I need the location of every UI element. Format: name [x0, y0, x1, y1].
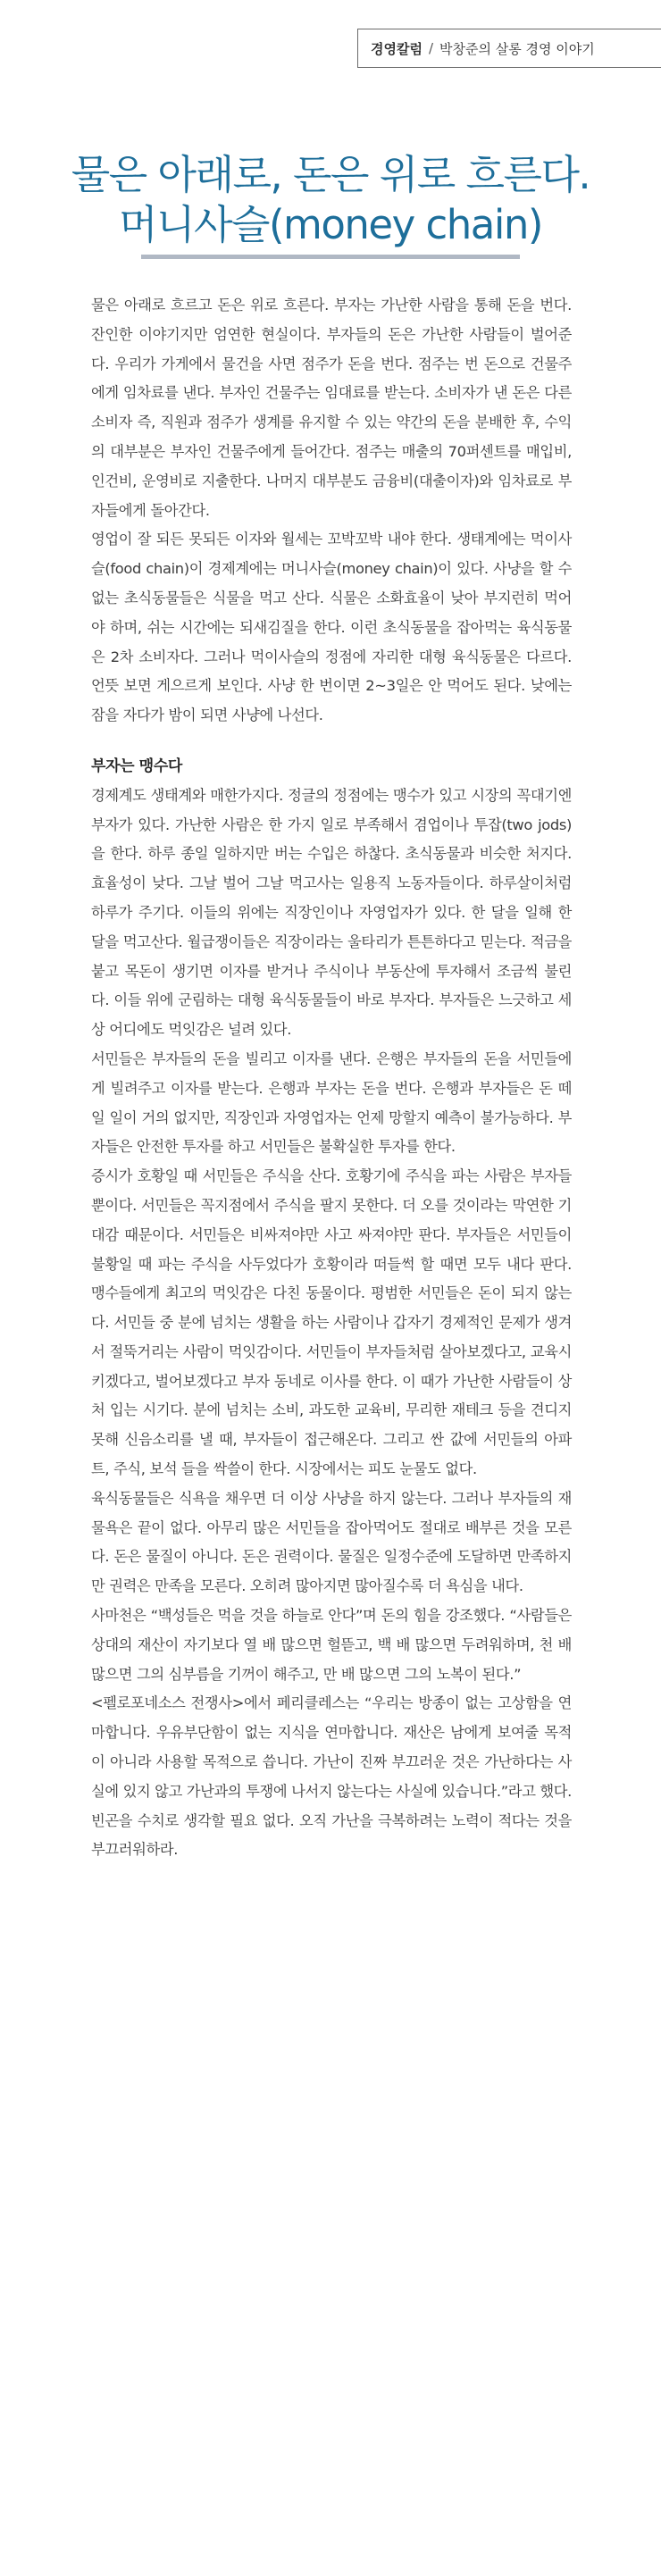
- paragraph: 경제계도 생태계와 매한가지다. 정글의 정점에는 맹수가 있고 시장의 꼭대기엔 부자가 있다. 가난한 사람은 한 가지 일로 부족해서 겸업이나 투잡(two jods)을 한다. 하루 종일 일하지만 버는 수입은 하찮다. 초식동물과 비슷한 처지다. 효율성이 낮다. 그날 벌어 그날 먹고사는 일용직 노동자들이다. 하루살이처럼 하루가 주기다. 이들의 위에는 직장인이나 자영업자가 있다. 한 달을 일해 한 달을 먹고산다. 월급쟁이들은 직장이라는 울타리가 튼튼하다고 믿는다. 적금을 붙고 목돈이 생기면 이자를 받거나 주식이나 부동산에 투자해서 조금씩 불린다. 이들 위에 군림하는 대형 육식동물들이 바로 부자다. 부자들은 느긋하고 세상 어디에도 먹잇감은 널려 있다.: [91, 786, 572, 1039]
- title-line-1: 물은 아래로, 돈은 위로 흐른다.: [71, 151, 590, 198]
- paragraph: <펠로포네소스 전쟁사>에서 페리클레스는 “우리는 방종이 없는 고상함을 연마합니다. 우유부단함이 없는 지식을 연마합니다. 재산은 남에게 보여줄 목적이 아니라 사용할 목적으로 씁니다. 가난이 진짜 부끄러운 것은 가난하다는 사실에 있지 않고 가난과의 투쟁에 나서지 않는다는 사실에 있습니다.”라고 했다. 빈곤을 수치로 생각할 필요 없다. 오직 가난을 극복하려는 노력이 적다는 것을 부끄러워하라.: [91, 1694, 572, 1859]
- column-header: [357, 29, 661, 68]
- paragraph: 증시가 호황일 때 서민들은 주식을 산다. 호황기에 주식을 파는 사람은 부자들뿐이다. 서민들은 꼭지점에서 주식을 팔지 못한다. 더 오를 것이라는 막연한 기대감 때문이다. 서민들은 비싸져야만 사고 싸져야만 판다. 부자들은 서민들이 불황일 때 파는 주식을 사두었다가 호황이라 떠들썩 할 때면 모두 내다 판다. 맹수들에게 최고의 먹잇감은 다친 동물이다. 평범한 서민들은 돈이 되지 않는다. 서민들 중 분에 넘치는 생활을 하는 사람이나 갑자기 경제적인 문제가 생겨서 절뚝거리는 사람이 먹잇감이다. 서민들이 부자들처럼 살아보겠다고, 교육시키겠다고, 벌어보겠다고 부자 동네로 이사를 한다. 이 때가 가난한 사람들이 상처 입는 시기다. 분에 넘치는 소비, 과도한 교육비, 무리한 재테크 등을 견디지 못해 신음소리를 낼 때, 부자들이 접근해온다. 그리고 싼 값에 서민들의 아파트, 주식, 보석 들을 싹쓸이 한다. 시장에서는 피도 눈물도 없다.: [91, 1167, 572, 1478]
- header-separator: /: [428, 40, 434, 56]
- title-line-2: 머니사슬(money chain): [119, 201, 542, 248]
- section-heading: 부자는 맹수다: [91, 757, 183, 775]
- title-underline: [141, 255, 520, 259]
- paragraph: 사마천은 “백성들은 먹을 것을 하늘로 안다”며 돈의 힘을 강조했다. “사람들은 상대의 재산이 자기보다 열 배 많으면 헐뜯고, 백 배 많으면 두려워하며, 천 배 많으면 그의 심부름을 기꺼이 해주고, 만 배 많으면 그의 노복이 된다.”: [91, 1607, 572, 1683]
- article-title: [0, 150, 661, 250]
- column-subtitle: 박창준의 살롱 경영 이야기: [439, 40, 595, 57]
- paragraph: 영업이 잘 되든 못되든 이자와 월세는 꼬박꼬박 내야 한다. 생태계에는 먹이사슬(food chain)이 경제계에는 머니사슬(money chain)이 있다. 사냥을 할 수 없는 초식동물들은 식물을 먹고 산다. 식물은 소화효율이 낮아 부지런히 먹어야 하며, 쉬는 시간에는 되새김질을 한다. 이런 초식동물을 잡아먹는 육식동물은 2차 소비자다. 그러나 먹이사슬의 정점에 자리한 대형 육식동물은 다르다. 언뜻 보면 게으르게 보인다. 사냥 한 번이면 2~3일은 안 먹어도 된다. 낮에는 잠을 자다가 밤이 되면 사냥에 나선다.: [91, 531, 572, 724]
- paragraph: 물은 아래로 흐르고 돈은 위로 흐른다. 부자는 가난한 사람을 통해 돈을 번다. 잔인한 이야기지만 엄연한 현실이다. 부자들의 돈은 가난한 사람들이 벌어준다. 우리가 가게에서 물건을 사면 점주가 돈을 번다. 점주는 번 돈으로 건물주에게 임차료를 낸다. 부자인 건물주는 임대료를 받는다. 소비자가 낸 돈은 다른 소비자 즉, 직원과 점주가 생계를 유지할 수 있는 약간의 돈을 분배한 후, 수익의 대부분은 부자인 건물주에게 들어간다. 점주는 매출의 70퍼센트를 매입비, 인건비, 운영비로 지출한다. 나머지 대부분도 금융비(대출이자)와 임차료로 부자들에게 돌아간다.: [91, 297, 572, 519]
- paragraph: 서민들은 부자들의 돈을 빌리고 이자를 낸다. 은행은 부자들의 돈을 서민들에게 빌려주고 이자를 받는다. 은행과 부자는 돈을 번다. 은행과 부자들은 돈 떼일 일이 거의 없지만, 직장인과 자영업자는 언제 망할지 예측이 불가능하다. 부자들은 안전한 투자를 하고 서민들은 불확실한 투자를 한다.: [91, 1050, 572, 1156]
- column-name: 경영칼럼: [371, 40, 423, 57]
- article-body: [91, 291, 572, 1865]
- paragraph: 육식동물들은 식욕을 채우면 더 이상 사냥을 하지 않는다. 그러나 부자들의 재물욕은 끝이 없다. 아무리 많은 서민들을 잡아먹어도 절대로 배부른 것을 모른다. 돈은 물질이 아니다. 돈은 권력이다. 물질은 일정수준에 도달하면 만족하지만 권력은 만족을 모른다. 오히려 많아지면 많아질수록 더 욕심을 내다.: [91, 1489, 572, 1595]
